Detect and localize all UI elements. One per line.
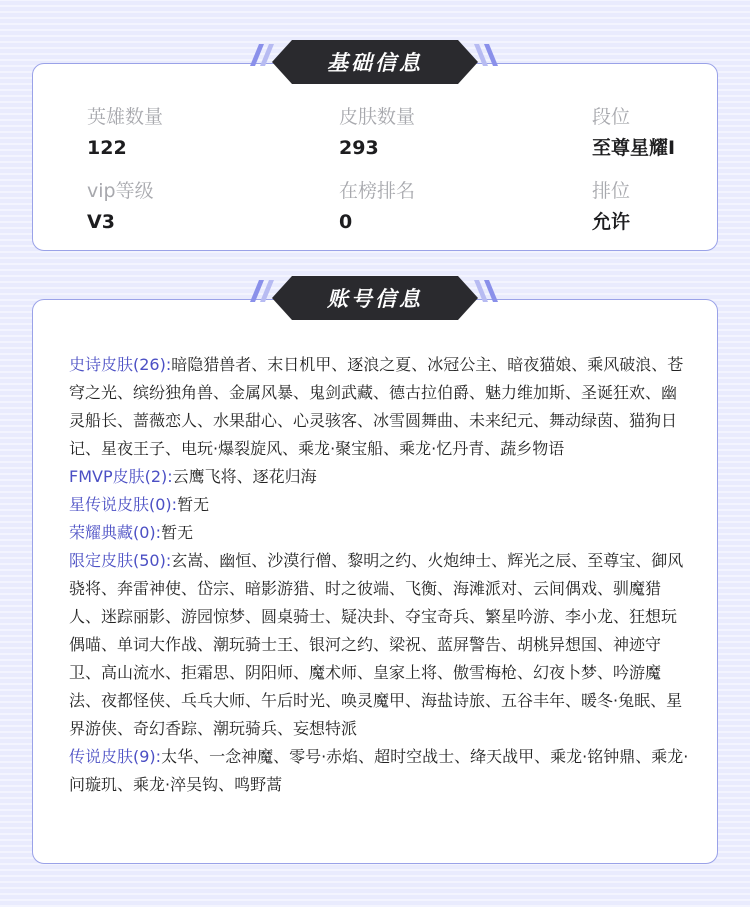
stat-hero-count bbox=[87, 104, 339, 162]
category-content: 暗隐猎兽者、末日机甲、逐浪之夏、冰冠公主、暗夜猫娘、乘风破浪、苍穹之光、缤纷独角兽、金属风暴、鬼剑武藏、德古拉伯爵、魅力维加斯、圣诞狂欢、幽灵船长、蔷薇恋人、水果甜心、心灵骇客、冰雪圆舞曲、未来纪元、舞动绿茵、猫狗日记、星夜王子、电玩·爆裂旋风、乘龙·聚宝船、乘龙·忆丹青、蔬乡物语 bbox=[69, 355, 684, 458]
account-info-header bbox=[272, 276, 478, 320]
section-title: 基础信息 bbox=[327, 51, 423, 75]
skin-category-fmvp bbox=[69, 463, 689, 491]
skin-category-star-legend bbox=[69, 491, 689, 519]
account-info-card bbox=[32, 299, 718, 864]
stat-vip-level bbox=[87, 178, 339, 236]
stat-label: 段位 bbox=[592, 106, 631, 128]
stat-label: 在榜排名 bbox=[339, 180, 416, 202]
stat-leaderboard-rank bbox=[339, 178, 592, 236]
basic-info-header bbox=[272, 40, 478, 84]
stat-value: V3 bbox=[87, 211, 115, 233]
stat-value: 122 bbox=[87, 137, 127, 159]
category-content: 云鹰飞将、逐花归海 bbox=[172, 467, 317, 486]
basic-info-card bbox=[32, 63, 718, 251]
category-label: 史诗皮肤(26): bbox=[69, 355, 172, 374]
account-info-body bbox=[69, 351, 689, 799]
category-content: 暂无 bbox=[161, 523, 194, 542]
stat-value: 293 bbox=[339, 137, 379, 159]
stat-value: 至尊星耀I bbox=[592, 137, 676, 159]
skin-category-legend bbox=[69, 743, 689, 799]
stat-label: 英雄数量 bbox=[87, 106, 164, 128]
stat-label: 皮肤数量 bbox=[339, 106, 416, 128]
stat-label: 排位 bbox=[592, 180, 631, 202]
stat-value: 允许 bbox=[592, 211, 631, 233]
category-label: 星传说皮肤(0): bbox=[69, 495, 178, 514]
stat-skin-count bbox=[339, 104, 592, 162]
category-label: 传说皮肤(9): bbox=[69, 747, 162, 766]
category-label: 限定皮肤(50): bbox=[69, 551, 172, 570]
skin-category-limited bbox=[69, 547, 689, 743]
category-content: 玄嵩、幽恒、沙漠行僧、黎明之约、火炮绅士、辉光之辰、至尊宝、御风骁将、奔雷神使、岱宗、暗影游猎、时之彼端、飞衡、海滩派对、云间偶戏、驯魔猎人、迷踪丽影、游园惊梦、圆桌骑士、疑决卦、夺宝奇兵、繁星吟游、李小龙、狂想玩偶喵、单词大作战、潮玩骑士王、银河之约、梁祝、蓝屏警告、胡桃异想国、神迹守卫、高山流水、拒霜思、阴阳师、魔术师、皇家上将、傲雪梅枪、幻夜卜梦、吟游魔法、夜都怪侠、乓乓大师、午后时光、唤灵魔甲、海盐诗旅、五谷丰年、暖冬·兔眠、星界游侠、奇幻香踪、潮玩骑兵、妄想特派 bbox=[69, 551, 684, 738]
stat-value: 0 bbox=[339, 211, 353, 233]
skin-category-glory-collection bbox=[69, 519, 689, 547]
section-title: 账号信息 bbox=[327, 287, 423, 311]
category-content: 太华、一念神魔、零号·赤焰、超时空战士、绛天战甲、乘龙·铭钟鼎、乘龙·问璇玑、乘龙·淬吴钩、鸣野蒿 bbox=[69, 747, 689, 794]
stat-rank-tier bbox=[592, 104, 722, 162]
stat-label: vip等级 bbox=[87, 180, 154, 202]
category-label: 荣耀典藏(0): bbox=[69, 523, 162, 542]
stat-ranked-allowed bbox=[592, 178, 722, 236]
category-label: FMVP皮肤(2): bbox=[69, 467, 173, 486]
skin-category-epic bbox=[69, 351, 689, 463]
category-content: 暂无 bbox=[177, 495, 210, 514]
basic-info-grid bbox=[87, 104, 697, 236]
